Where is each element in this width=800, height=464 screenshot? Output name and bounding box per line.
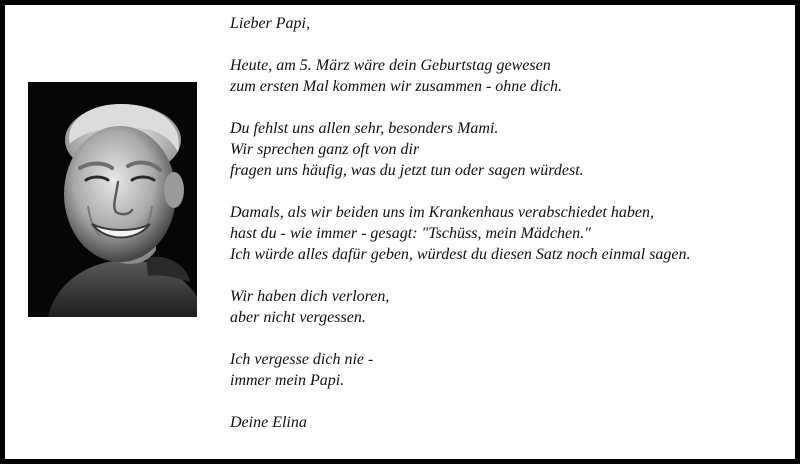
paragraph-hospital <box>230 202 790 265</box>
paragraph-never-forget <box>230 349 790 391</box>
letter-line: immer mein Papi. <box>230 372 345 389</box>
salutation: Lieber Papi, <box>230 15 310 32</box>
letter-line: Wir sprechen ganz oft von dir <box>230 141 420 158</box>
signature-paragraph <box>230 412 790 433</box>
paragraph-lost <box>230 286 790 328</box>
letter-line: Wir haben dich verloren, <box>230 288 390 305</box>
letter-line: Du fehlst uns allen sehr, besonders Mami. <box>230 120 499 137</box>
letter-line: Ich vergesse dich nie - <box>230 351 374 368</box>
signature: Deine Elina <box>230 414 307 431</box>
letter-line: aber nicht vergessen. <box>230 309 366 326</box>
portrait-photo-icon <box>28 82 197 317</box>
letter-line: Ich würde alles dafür geben, würdest du diesen Satz noch einmal sagen. <box>230 246 691 263</box>
obituary-card <box>5 5 795 459</box>
letter-line: hast du - wie immer - gesagt: "Tschüss, mein Mädchen." <box>230 225 591 242</box>
letter-line: zum ersten Mal kommen wir zusammen - ohne dich. <box>230 78 562 95</box>
portrait-photo <box>28 82 197 317</box>
letter-line: fragen uns häufig, was du jetzt tun oder sagen würdest. <box>230 162 584 179</box>
paragraph-missing <box>230 118 790 181</box>
paragraph-birthday <box>230 55 790 97</box>
letter-line: Heute, am 5. März wäre dein Geburtstag gewesen <box>230 57 551 74</box>
salutation-paragraph <box>230 13 790 34</box>
letter-text <box>230 13 790 433</box>
letter-line: Damals, als wir beiden uns im Krankenhaus verabschiedet haben, <box>230 204 654 221</box>
